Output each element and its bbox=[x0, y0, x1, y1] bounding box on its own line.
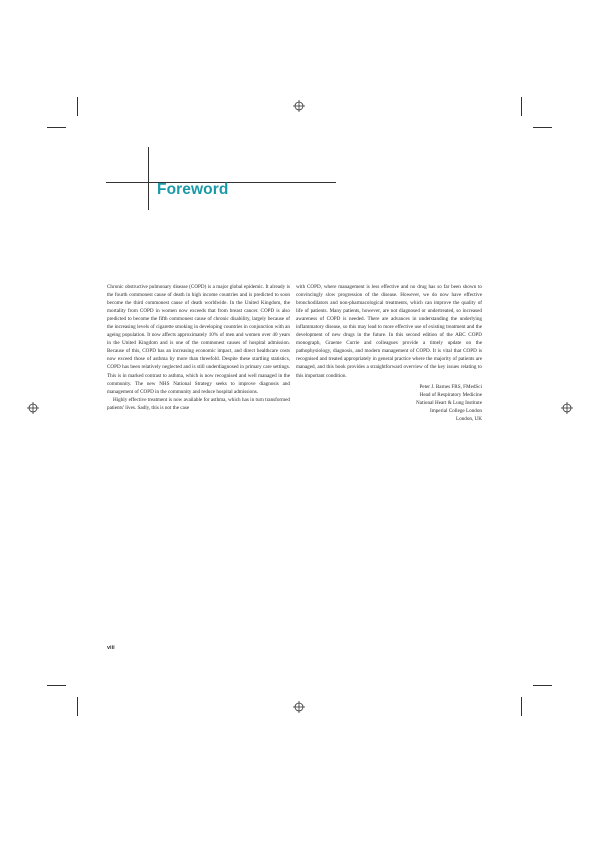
paragraph: Highly effective treatment is now available for asthma, which has in turn transformed patients' lives. Sadly, this is not the case bbox=[107, 396, 290, 411]
left-column bbox=[107, 283, 290, 412]
signature-block bbox=[296, 383, 482, 423]
signature-role: Head of Respiratory Medicine bbox=[419, 391, 482, 398]
registration-mark-bottom-icon bbox=[293, 701, 305, 713]
crop-mark-top-right-h bbox=[533, 127, 552, 128]
crop-mark-top-left-h bbox=[47, 127, 66, 128]
registration-mark-right-icon bbox=[561, 402, 573, 414]
crop-mark-bottom-right-v bbox=[521, 697, 522, 716]
crop-mark-bottom-left-h bbox=[47, 685, 66, 686]
signature-name: Peter J. Barnes FRS, FMedSci bbox=[419, 383, 482, 390]
crop-mark-top-left-v bbox=[77, 97, 78, 116]
paragraph: with COPD, where management is less effective and no drug has so far been shown to convincingly slow progression of the disease. However, we do now have effective bronchodilators and non-pharmacological treatments, which can improve the quality of life of patients. Many patients, however, are not diagnosed or undertreated, so increased awareness of COPD is needed. There are advances in understanding the underlying inflammatory disease, so this may lead to more effective use of existing treatment and the development of new drugs in the future. In this second edition of the ABC COPD monograph, Graeme Currie and colleagues provide a timely update on the pathophysiology, diagnosis, and modern management of COPD. It is vital that COPD is recognised and treated appropriately in general practice where the majority of patients are managed, and this book provides a straightforward overview of the key issues relating to this important condition. bbox=[296, 284, 482, 379]
page-title: Foreword bbox=[157, 181, 229, 198]
heading-rule-vertical bbox=[148, 147, 149, 210]
right-column bbox=[296, 283, 482, 423]
crop-mark-top-right-v bbox=[521, 97, 522, 116]
registration-mark-left-icon bbox=[27, 402, 39, 414]
registration-mark-top-icon bbox=[293, 100, 305, 112]
signature-location: London, UK bbox=[456, 415, 482, 422]
signature-college: Imperial College London bbox=[430, 407, 482, 414]
page-number: viii bbox=[107, 645, 115, 651]
crop-mark-bottom-left-v bbox=[77, 697, 78, 716]
crop-mark-bottom-right-h bbox=[533, 685, 552, 686]
paragraph: Chronic obstructive pulmonary disease (COPD) is a major global epidemic. It already is the fourth commonest cause of death in high income countries and is predicted to soon become the third commonest cause of death worldwide. In the United Kingdom, the mortality from COPD in women now exceeds that from breast cancer. COPD is also predicted to become the fifth commonest cause of chronic disability, largely because of the increasing levels of cigarette smoking in developing countries in conjunction with an ageing population. It now affects approximately 10% of men and women over 40 years in the United Kingdom and is one of the commonest causes of hospital admission. Because of this, COPD has an increasing economic impact, and direct healthcare costs now exceed those of asthma by more than threefold. Despite these startling statistics, COPD has been relatively neglected and is still underdiagnosed in primary care settings. This is in marked contrast to asthma, which is now recognised and well managed in the community. The new NHS National Strategy seeks to improve diagnosis and management of COPD in the community and reduce hospital admissions. bbox=[107, 284, 290, 395]
signature-institute: National Heart & Lung Institute bbox=[416, 399, 482, 406]
